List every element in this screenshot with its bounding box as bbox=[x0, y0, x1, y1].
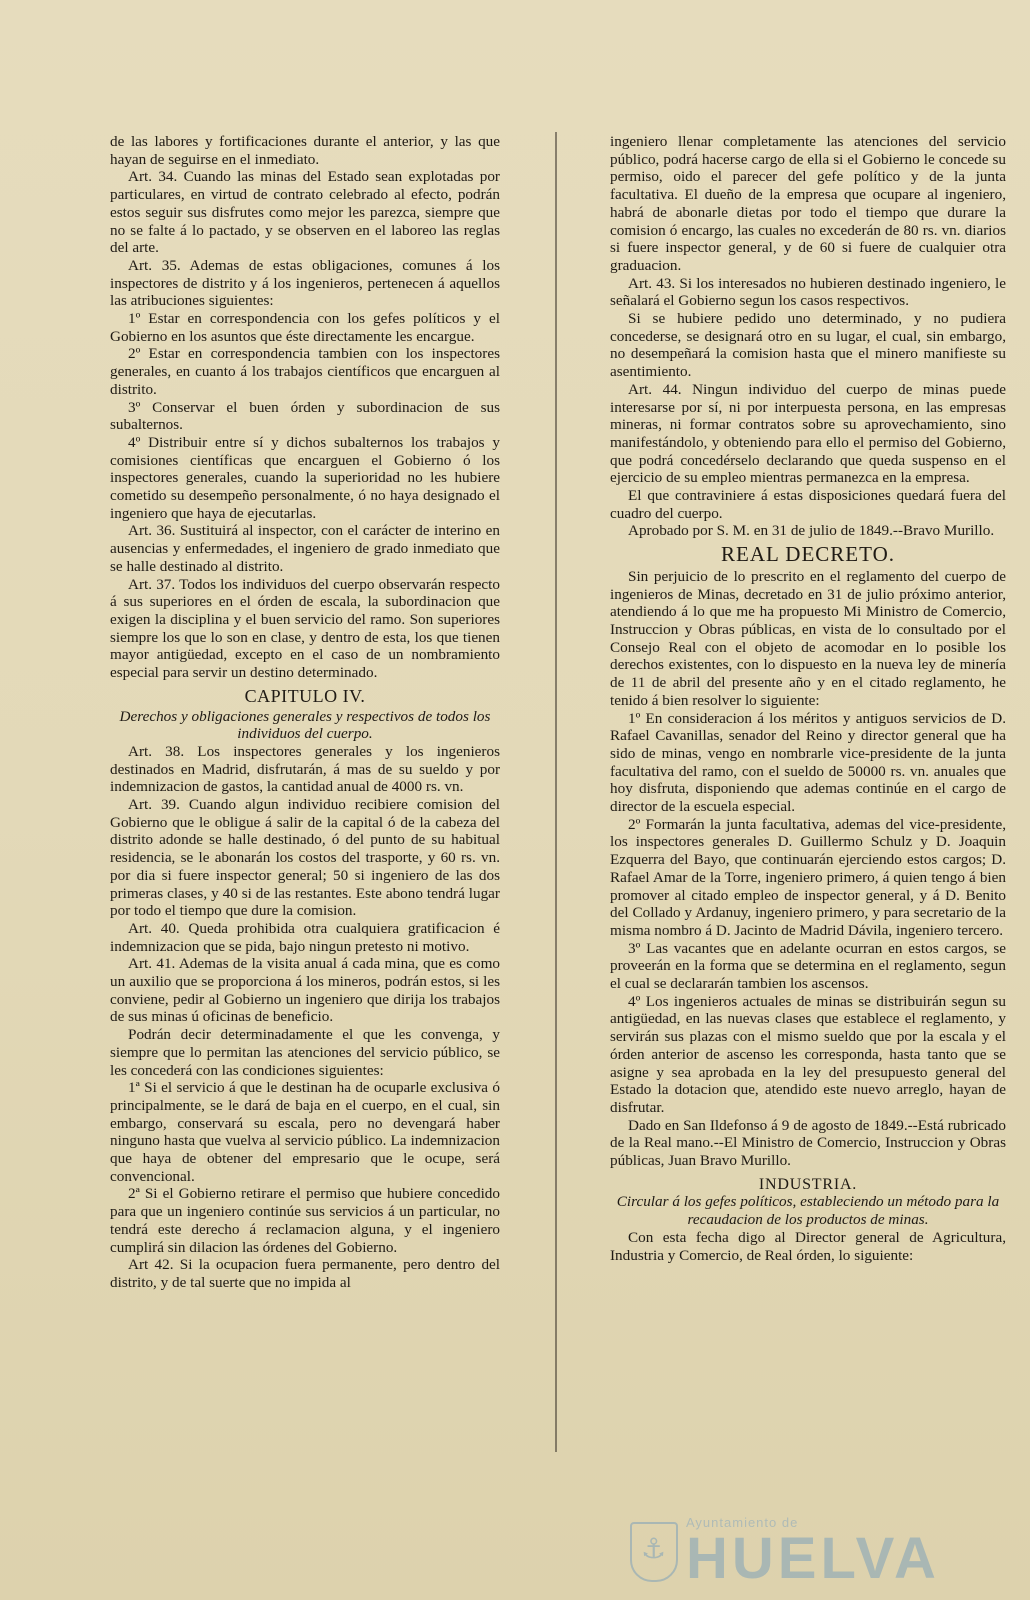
paragraph: Dado en San Ildefonso á 9 de agosto de 1849.--Está rubricado de la Real mano.--El Ministro de Comercio, Instruccion y Obras públicas, Juan Bravo Murillo. bbox=[610, 1116, 1006, 1170]
paragraph: El que contraviniere á estas disposiciones quedará fuera del cuadro del cuerpo. bbox=[610, 487, 1006, 522]
paragraph: 3º Las vacantes que en adelante ocurran en estos cargos, se proveerán en la forma que se determina en el reglamento, segun el cual se declararán tambien los ascensos. bbox=[610, 939, 1006, 993]
watermark-big-text: HUELVA bbox=[686, 1526, 940, 1591]
paragraph: ingeniero llenar completamente las atenciones del servicio público, podrá hacerse cargo de ella si el Gobierno le concede su permiso, oido el parecer del gefe político y de la junta facultativa. El dueño de la empresa que ocupare al ingeniero, habrá de abonarle dietas por todo el tiempo que durare la comision ó encargo, las cuales no excederán de 80 rs. vn. diarios si fuere inspector general, y de 60 si fuere de cualquier otra graduacion. bbox=[610, 133, 1006, 274]
paragraph: Art. 35. Ademas de estas obligaciones, comunes á los inspectores de distrito y á los ingenieros, pertenecen á aquellos las atribuciones siguientes: bbox=[110, 256, 500, 310]
paragraph: Si se hubiere pedido uno determinado, y no pudiera concederse, se designará otro en su lugar, el cual, sin embargo, no desempeñará la comision hasta que el minero manifieste su asentimiento. bbox=[610, 310, 1006, 381]
paragraph: Podrán decir determinadamente el que les convenga, y siempre que lo permitan las atenciones del servicio público, se les concederá con las condiciones siguientes: bbox=[110, 1026, 500, 1079]
paragraph: 1ª Si el servicio á que le destinan ha de ocuparle exclusiva ó principalmente, se le dará de baja en el cuerpo, en el cual, sin embargo, conservará su escala, pero no devengará haber ninguno hasta que vuelva al servicio público. La indemnizacion que haya de obtener del empresario que le ocupe, será convencional. bbox=[110, 1079, 500, 1185]
watermark-small-text: Ayuntamiento de bbox=[686, 1515, 799, 1530]
right-column bbox=[610, 133, 1006, 1264]
paragraph: 1º Estar en correspondencia con los gefes políticos y el Gobierno en los asuntos que éste directamente les encargue. bbox=[110, 310, 500, 345]
chapter-heading: CAPITULO IV. bbox=[244, 685, 366, 706]
paragraph: Art. 38. Los inspectores generales y los ingenieros destinados en Madrid, disfrutarán, á mas de su sueldo y por indemnizacion de gastos, la cantidad anual de 4000 rs. vn. bbox=[110, 742, 500, 796]
decree-heading: REAL DECRETO. bbox=[721, 542, 895, 567]
column-divider bbox=[555, 132, 557, 1452]
paragraph: 4º Distribuir entre sí y dichos subalternos los trabajos y comisiones científicas que encarguen el Gobierno ó los inspectores generales, cuando la superioridad no les hubiere cometido su desempeño personalmente, ó no haya designado el ingeniero que haya de ejecutarlas. bbox=[110, 433, 500, 522]
paragraph: de las labores y fortificaciones durante el anterior, y las que hayan de seguirse en el inmediato. bbox=[110, 133, 500, 168]
paragraph: 2º Estar en correspondencia tambien con los inspectores generales, en cuanto á los trabajos científicos que encarguen al distrito. bbox=[110, 345, 500, 398]
section-heading: INDUSTRIA. bbox=[758, 1175, 858, 1193]
paragraph: Art. 41. Ademas de la visita anual á cada mina, que es como un auxilio que se proporciona á los mineros, podrán estos, si les conviene, pedir al Gobierno un ingeniero que dirija los trabajos de sus minas ú oficinas de beneficio. bbox=[110, 955, 500, 1026]
section-subtitle: Derechos y obligaciones generales y respectivos de todos los individuos del cuerpo. bbox=[119, 707, 491, 743]
paragraph: Art. 37. Todos los individuos del cuerpo observarán respecto á sus superiores en el órden de escala, la subordinacion que exigen la disciplina y el buen servicio del ramo. Son superiores siempre los que lo son en clase, y dentro de esta, los que tienen mayor antigüedad, excepto en el caso de un nombramiento especial para servir un destino determinado. bbox=[110, 575, 500, 682]
paragraph: 1º En consideracion á los méritos y antiguos servicios de D. Rafael Cavanillas, senador del Reino y director general que ha sido de minas, vengo en nombrarle vice-presidente de la junta facultativa del ramo, con el sueldo de 50000 rs. vn. anuales que hoy disfruta, disponiendo que ademas continúe en el cargo de director de la escuela especial. bbox=[610, 709, 1006, 816]
paragraph: 3º Conservar el buen órden y subordinacion de sus subalternos. bbox=[110, 398, 500, 434]
paragraph: 2ª Si el Gobierno retirare el permiso que hubiere concedido para que un ingeniero continúe sus servicios á un particular, no tendrá este derecho á reclamacion alguna, y el ingeniero cumplirá sin dilacion las órdenes del Gobierno. bbox=[110, 1185, 500, 1256]
anchor-shield-icon bbox=[630, 1522, 678, 1582]
paragraph: Art. 43. Si los interesados no hubieren destinado ingeniero, le señalará el Gobierno segun los casos respectivos. bbox=[610, 274, 1006, 310]
paragraph: Sin perjuicio de lo prescrito en el reglamento del cuerpo de ingenieros de Minas, decretado en 31 de julio próximo anterior, atendiendo á lo que me ha propuesto Mi Ministro de Comercio, Instruccion y Obras públicas, en vista de lo consultado por el Consejo Real con el objeto de acomodar en lo posible los derechos existentes, con lo dispuesto en la nueva ley de minería de 11 de abril del presente año y en el citado reglamento, he tenido á bien resolver lo siguiente: bbox=[610, 567, 1006, 709]
paragraph: Art 42. Si la ocupacion fuera permanente, pero dentro del distrito, y de tal suerte que no impida al bbox=[110, 1256, 500, 1291]
left-column bbox=[110, 133, 500, 1292]
archive-watermark bbox=[630, 1515, 940, 1591]
paragraph: Art. 40. Queda prohibida otra cualquiera gratificacion é indemnizacion que se pida, bajo ningun pretesto ni motivo. bbox=[110, 919, 500, 955]
paragraph: Con esta fecha digo al Director general de Agricultura, Industria y Comercio, de Real órden, lo siguiente: bbox=[610, 1228, 1006, 1264]
paragraph: Art. 36. Sustituirá al inspector, con el carácter de interino en ausencias y enfermedades, el ingeniero de grado inmediato que se halle destinado al distrito. bbox=[110, 522, 500, 575]
paragraph: Art. 34. Cuando las minas del Estado sean explotadas por particulares, en virtud de contrato celebrado al efecto, podrán estos seguir sus disfrutes como mejor les parezca, siempre que no se falte á lo pactado, y se observen en el laboreo las reglas del arte. bbox=[110, 168, 500, 257]
paragraph: 4º Los ingenieros actuales de minas se distribuirán segun su antigüedad, en las nuevas clases que establece el reglamento, y servirán sus plazas con el mismo sueldo que por la escala y el órden anterior de ascenso les corresponda, hasta tanto que se asigne y sea aprobada en la ley del presupuesto general del Estado la dotacion que, atendido este nuevo arreglo, hayan de disfrutar. bbox=[610, 992, 1006, 1116]
paragraph: Aprobado por S. M. en 31 de julio de 1849.--Bravo Murillo. bbox=[628, 522, 995, 540]
section-subtitle: Circular á los gefes políticos, estableciendo un método para la recaudacion de los productos de minas. bbox=[616, 1193, 1000, 1229]
paragraph: Art. 44. Ningun individuo del cuerpo de minas puede interesarse por sí, ni por interpuesta persona, en las empresas mineras, ni formar contratos sobre su aprovechamiento, sino manifestándolo, y obteniendo para ello el permiso del Gobierno, que podrá concedérselo declarando que queda suspenso en el ejercicio de su empleo mientras permanezca en la empresa. bbox=[610, 380, 1006, 487]
paragraph: Art. 39. Cuando algun individuo recibiere comision del Gobierno que le obligue á salir de la capital ó de la cabeza del distrito adonde se halle destinado, ó del punto de su habitual residencia, se le abonarán los costos del trasporte, y 60 rs. vn. por dia si fuere inspector general; 50 si ingeniero de las dos primeras clases, y 40 si de las restantes. Este abono tendrá lugar por todo el tiempo que dure la comision. bbox=[110, 796, 500, 920]
paragraph: 2º Formarán la junta facultativa, ademas del vice-presidente, los inspectores generales D. Guillermo Schulz y D. Joaquin Ezquerra del Bayo, que continuarán ejerciendo estos cargos; D. Rafael Amar de la Torre, ingeniero primero, á quien tengo á bien promover al citado empleo de inspector general, y á D. Benito del Collado y Ardanuy, ingeniero primero, y para secretario de la misma nombro á D. Jacinto de Madrid Dávila, ingeniero tercero. bbox=[610, 815, 1006, 939]
